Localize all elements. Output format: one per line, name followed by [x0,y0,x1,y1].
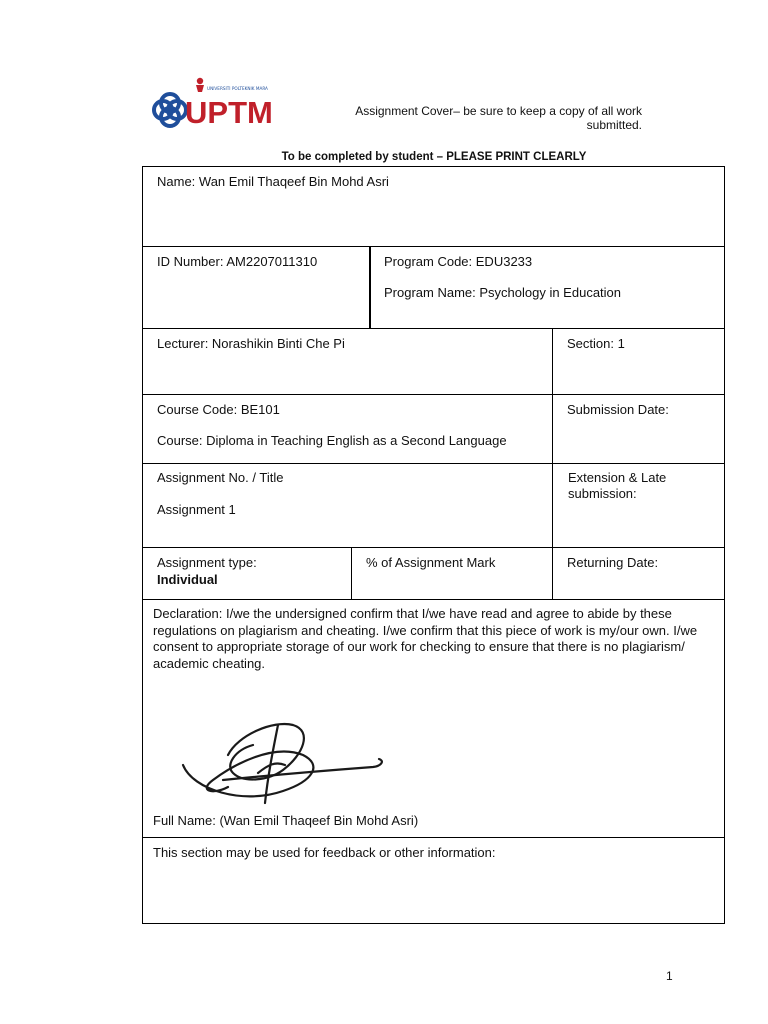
assignment-cover-form [142,166,725,924]
print-instruction: To be completed by student – PLEASE PRINT CLEARLY [281,151,587,163]
declaration-text: Declaration: I/we the undersigned confirm that I/we have read and agree to abide by these regulations on plagiarism and cheating. I/we confirm that this piece of work is my/our own. I/we consent to appropriate storage of our work for checking to ensure that there is no plagiarism/ academic cheating. [153,606,698,671]
program-name: Program Name: Psychology in Education [384,285,622,300]
course-code: Course Code: BE101 [157,402,280,417]
declaration-row [143,600,724,838]
returning-date-cell [552,548,724,599]
course-row [143,395,724,464]
student-name: Name: Wan Emil Thaqeef Bin Mohd Asri [157,174,389,189]
logo-subtext: UNIVERSITI POLTEKNIK MARA [207,86,268,91]
lecturer: Lecturer: Norashikin Binti Che Pi [157,336,345,351]
assignment-type: Individual [157,572,218,587]
id-program-row [143,247,724,329]
lecturer-row [143,329,724,395]
assignment-mark-cell [351,548,552,599]
assignment-mark: % of Assignment Mark [366,555,496,570]
assignment-type-row [143,548,724,600]
assignment-type-label: Assignment type: [157,555,257,570]
uptm-logo [145,76,290,138]
program-cell [369,247,724,328]
course-name: Course: Diploma in Teaching English as a Second Language [157,433,507,448]
assignment-title-label: Assignment No. / Title [157,470,284,485]
program-code: Program Code: EDU3233 [384,254,533,269]
feedback-row [143,838,724,925]
signature [173,695,398,820]
extension-line-1: Extension & Late [568,470,667,485]
returning-date: Returning Date: [567,555,659,570]
id-number: ID Number: AM2207011310 [157,254,318,269]
feedback-label: This section may be used for feedback or other information: [153,845,496,860]
assignment-title: Assignment 1 [157,502,236,517]
extension-cell [552,464,724,547]
section-cell [552,329,724,394]
cover-note-line-2: submitted. [586,118,642,132]
name-row [143,167,724,247]
assignment-title-row [143,464,724,548]
full-name: Full Name: (Wan Emil Thaqeef Bin Mohd Asri) [153,813,419,828]
section: Section: 1 [567,336,625,351]
logo-wordmark: UPTM [185,95,273,130]
submission-date-cell [552,395,724,463]
page-number: 1 [666,969,673,983]
cover-note [300,104,642,132]
cover-note-line-1: Assignment Cover– be sure to keep a copy of all work [355,104,642,118]
submission-date: Submission Date: [567,402,669,417]
extension-line-2: submission: [568,486,637,501]
